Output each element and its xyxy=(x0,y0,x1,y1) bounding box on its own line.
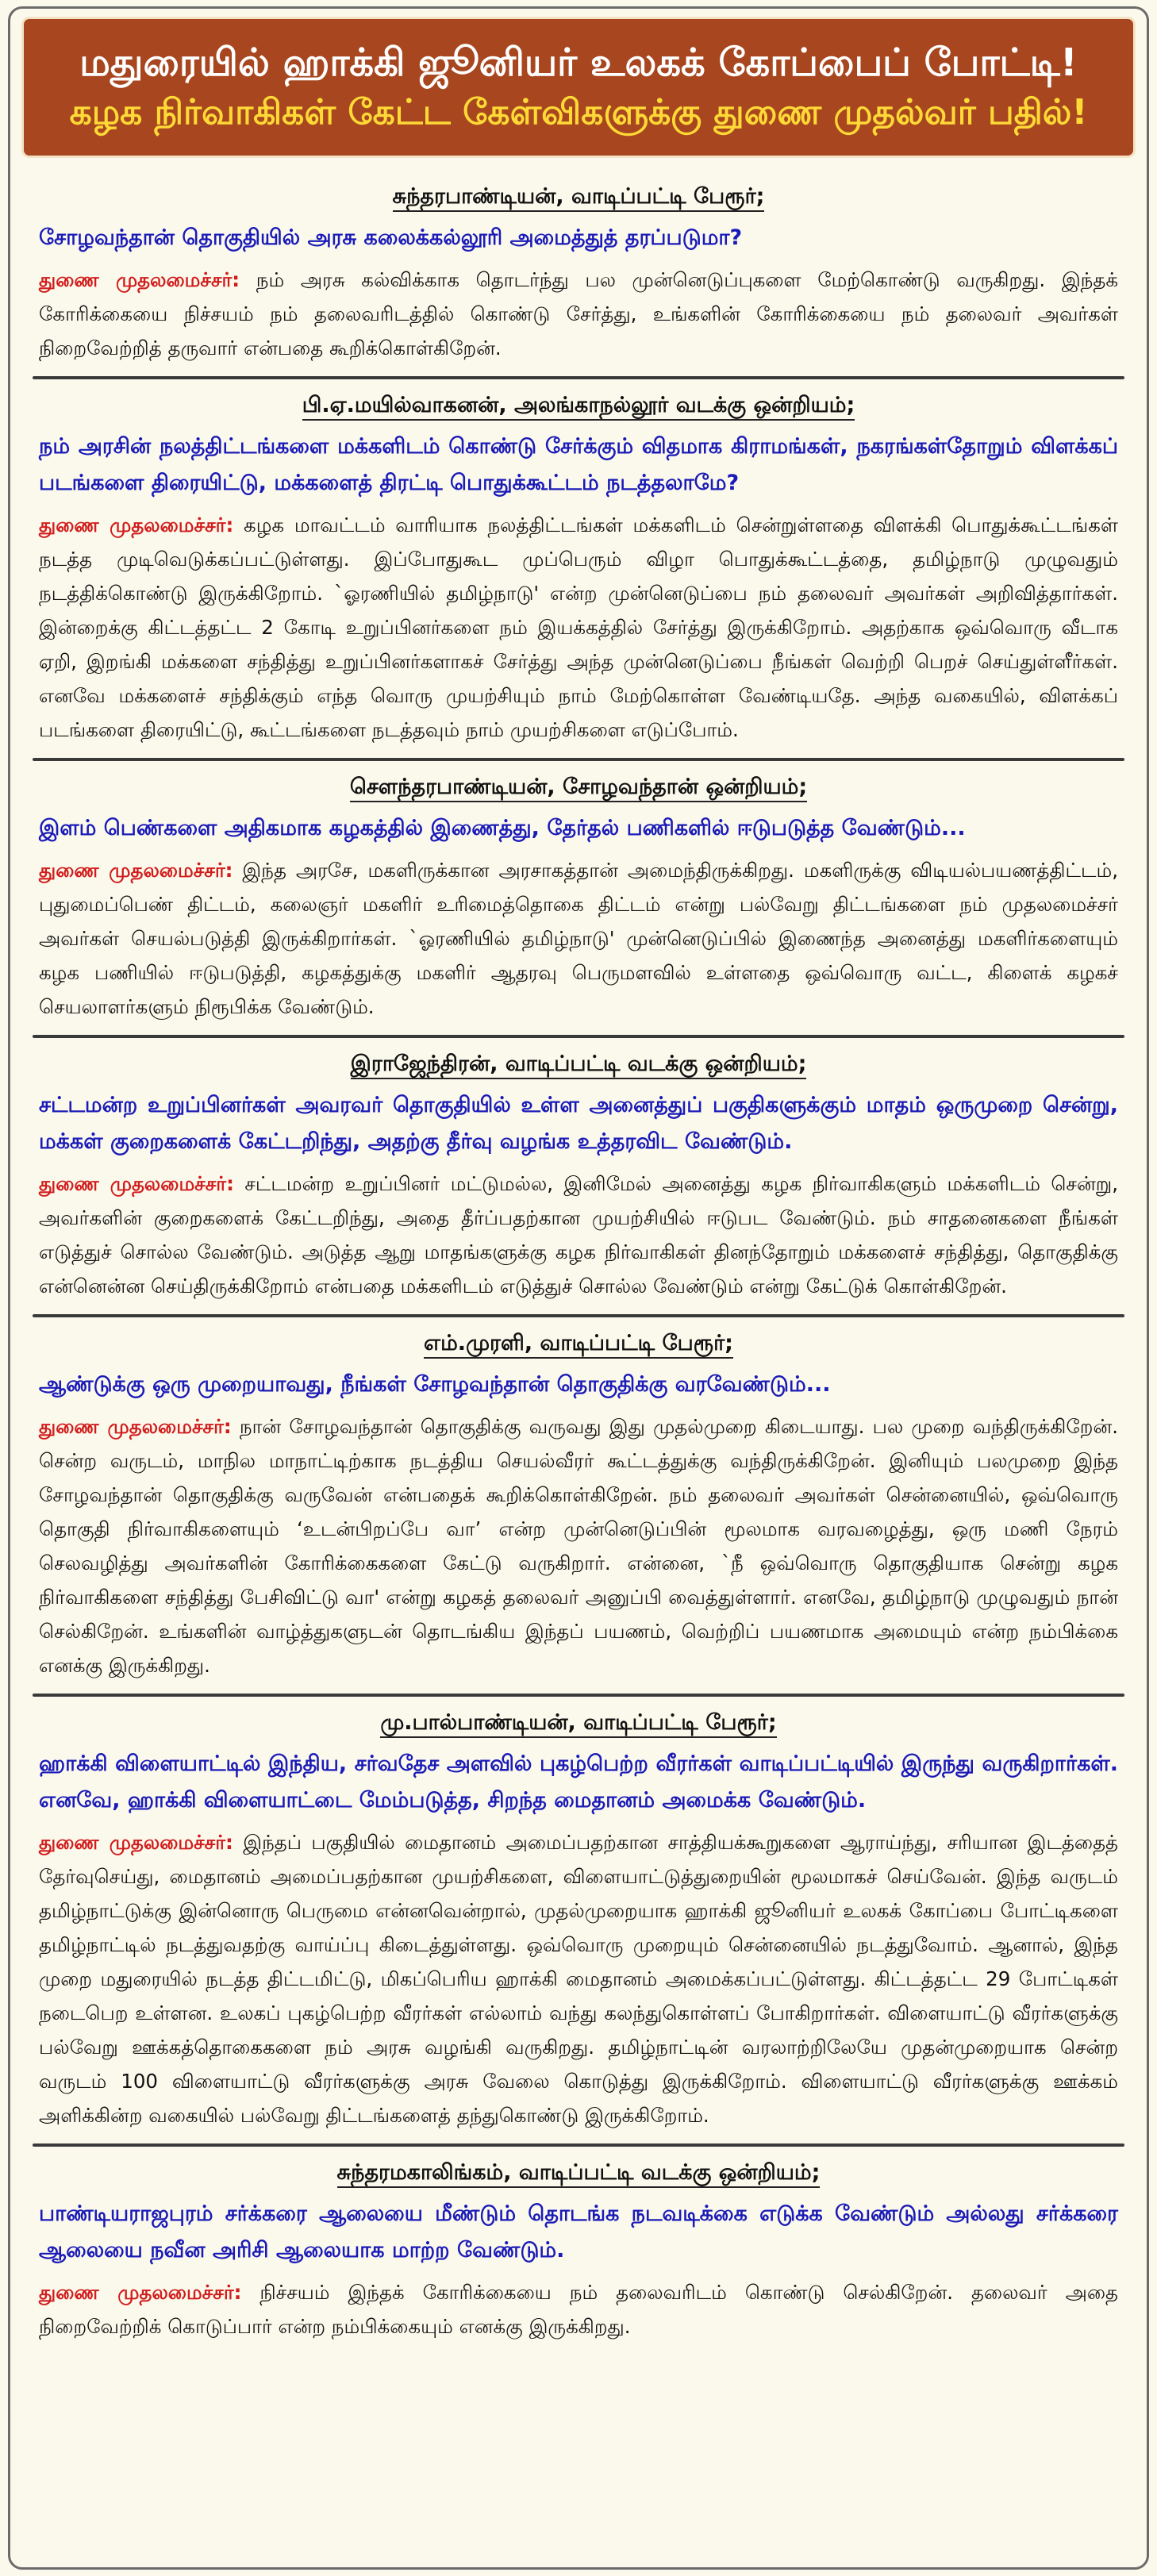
headline: மதுரையில் ஹாக்கி ஜூனியர் உலகக் கோப்பைப் போட்டி! xyxy=(79,40,1078,85)
qa-section-1 xyxy=(33,179,1124,368)
section-divider xyxy=(33,2143,1124,2147)
subheadline: கழக நிர்வாகிகள் கேட்ட கேள்விகளுக்கு துணை முதல்வர் பதில்! xyxy=(69,92,1088,133)
questioner-name: பி.ஏ.மயில்வாகனன், அலங்காநல்லூர் வடக்கு ஒன்றியம்; xyxy=(33,387,1124,424)
answer-text: துணை முதலமைச்சர்: நான் சோழவந்தான் தொகுதிக்கு வருவது இது முதல்முறை கிடையாது. பல முறை வந்திருக்கிறேன். சென்ற வருடம், மாநில மாநாட்டிற்காக நடத்திய செயல்வீரர் கூட்டத்துக்கு வந்திருக்கிறேன். இனியும் பலமுறை இந்த சோழவந்தான் தொகுதிக்கு வருவேன் என்பதைக் கூறிக்கொள்கிறேன். நம் தலைவர் அவர்கள் சென்னையில், ஒவ்வொரு தொகுதி நிர்வாகிகளையும் ‘உடன்பிறப்பே வா’ என்ற முன்னெடுப்பின் மூலமாக வரவழைத்து, ஒரு மணி நேரம் செலவழித்து அவர்களின் கோரிக்கைகளை கேட்டு வருகிறார். என்னை, `நீ ஒவ்வொரு தொகுதியாக சென்று கழக நிர்வாகிகளை சந்தித்து பேசிவிட்டு வா' என்று கழகத் தலைவர் அனுப்பி வைத்துள்ளார். எனவே, தமிழ்நாடு முழுவதும் நான் செல்கிறேன். உங்களின் வாழ்த்துகளுடன் தொடங்கிய இந்தப் பயணம், வெற்றிப் பயணமாக அமையும் என்ற நம்பிக்கை எனக்கு இருக்கிறது. xyxy=(39,1415,1118,1677)
answer-text: துணை முதலமைச்சர்: இந்தப் பகுதியில் மைதானம் அமைப்பதற்கான சாத்தியக்கூறுகளை ஆராய்ந்து, சரியான இடத்தைத் தேர்வுசெய்து, மைதானம் அமைப்பதற்கான முயற்சிகளை, விளையாட்டுத்துறையின் மூலமாகச் செய்வேன். இந்த வருடம் தமிழ்நாட்டுக்கு இன்னொரு பெருமை என்னவென்றால், முதல்முறையாக ஹாக்கி ஜூனியர் உலகக் கோப்பை போட்டிகளை தமிழ்நாட்டில் நடத்துவதற்கு வாய்ப்பு கிடைத்துள்ளது. ஒவ்வொரு முறையும் சென்னையில் நடத்துவோம். ஆனால், இந்த முறை மதுரையில் நடத்த திட்டமிட்டு, மிகப்பெரிய ஹாக்கி மைதானம் அமைக்கப்பட்டுள்ளது. கிட்டத்தட்ட 29 போட்டிகள் நடைபெற உள்ளன. உலகப் புகழ்பெற்ற வீரர்கள் எல்லாம் வந்து கலந்துகொள்ளப் போகிறார்கள். விளையாட்டு வீரர்களுக்கு பல்வேறு ஊக்கத்தொகைகளை நம் அரசு வழங்கி வருகிறது. தமிழ்நாட்டின் வரலாற்றிலேயே முதன்முறையாக சென்ற வருடம் 100 விளையாட்டு வீரர்களுக்கு அரசு வேலை கொடுத்து இருக்கிறோம். விளையாட்டு வீரர்களுக்கு ஊக்கம் அளிக்கின்ற வகையில் பல்வேறு திட்டங்களைத் தந்துகொண்டு இருக்கிறோம். xyxy=(39,1831,1119,2127)
answer-text: துணை முதலமைச்சர்: கழக மாவட்டம் வாரியாக நலத்திட்டங்கள் மக்களிடம் சென்றுள்ளதை விளக்கி பொதுக்கூட்டங்கள் நடத்த முடிவெடுக்கப்பட்டுள்ளது. இப்போதுகூட முப்பெரும் விழா பொதுக்கூட்டத்தை, தமிழ்நாடு முழுவதும் நடத்திக்கொண்டு இருக்கிறோம். `ஓரணியில் தமிழ்நாடு' என்ற முன்னெடுப்பை நம் தலைவர் அவர்கள் அறிவித்தார்கள். இன்றைக்கு கிட்டத்தட்ட 2 கோடி உறுப்பினர்களை நம் இயக்கத்தில் சேர்த்து இருக்கிறோம். அதற்காக ஒவ்வொரு வீடாக ஏறி, இறங்கி மக்களை சந்தித்து உறுப்பினர்களாகச் சேர்த்து அந்த முன்னெடுப்பை நீங்கள் வெற்றி பெறச் செய்துள்ளீர்கள். எனவே மக்களைச் சந்திக்கும் எந்த வொரு முயற்சியும் நாம் மேற்கொள்ள வேண்டியதே. அந்த வகையில், விளக்கப் படங்களை திரையிட்டு, கூட்டங்களை நடத்தவும் நாம் முயற்சிகளை எடுப்போம். xyxy=(39,513,1118,741)
questioner-name: சுந்தரமகாலிங்கம், வாடிப்பட்டி வடக்கு ஒன்றியம்; xyxy=(33,2155,1124,2191)
question-text: சோழவந்தான் தொகுதியில் அரசு கலைக்கல்லூரி அமைத்துத் தரப்படுமா? xyxy=(39,225,743,250)
deputy-cm-label: துணை முதலமைச்சர்: xyxy=(39,2281,242,2304)
questioner-name: சௌந்தரபாண்டியன், சோழவந்தான் ஒன்றியம்; xyxy=(33,769,1124,805)
article-frame xyxy=(8,6,1149,2570)
question-text: ஹாக்கி விளையாட்டில் இந்திய, சர்வதேச அளவில் புகழ்பெற்ற வீரர்கள் வாடிப்பட்டியில் இருந்து வருகிறார்கள். எனவே, ஹாக்கி விளையாட்டை மேம்படுத்த, சிறந்த மைதானம் அமைக்க வேண்டும். xyxy=(39,1751,1118,1813)
qa-content xyxy=(10,158,1147,2347)
qa-section-6 xyxy=(33,1705,1124,2136)
question-text: ஆண்டுக்கு ஒரு முறையாவது, நீங்கள் சோழவந்தான் தொகுதிக்கு வரவேண்டும்... xyxy=(39,1372,831,1397)
questioner-name: எம்.முரளி, வாடிப்பட்டி பேரூர்; xyxy=(33,1325,1124,1362)
deputy-cm-label: துணை முதலமைச்சர்: xyxy=(39,859,233,882)
deputy-cm-label: துணை முதலமைச்சர்: xyxy=(39,268,240,291)
questioner-name: சுந்தரபாண்டியன், வாடிப்பட்டி பேரூர்; xyxy=(33,179,1124,215)
question-text: நம் அரசின் நலத்திட்டங்களை மக்களிடம் கொண்டு சேர்க்கும் விதமாக கிராமங்கள், நகரங்கள்தோறும் விளக்கப் படங்களை திரையிட்டு, மக்களைத் திரட்டி பொதுக்கூட்டம் நடத்தலாமே? xyxy=(39,434,1118,495)
section-divider xyxy=(33,376,1124,379)
question-text: சட்டமன்ற உறுப்பினர்கள் அவரவர் தொகுதியில் உள்ள அனைத்துப் பகுதிகளுக்கும் மாதம் ஒருமுறை சென்று, மக்கள் குறைகளைக் கேட்டறிந்து, அதற்கு தீர்வு வழங்க உத்தரவிட வேண்டும். xyxy=(39,1093,1118,1154)
qa-section-3 xyxy=(33,769,1124,1027)
qa-section-7 xyxy=(33,2155,1124,2347)
deputy-cm-label: துணை முதலமைச்சர்: xyxy=(39,1831,233,1854)
answer-text: துணை முதலமைச்சர்: நிச்சயம் இந்தக் கோரிக்கையை நம் தலைவரிடம் கொண்டு செல்கிறேன். தலைவர் அதை நிறைவேற்றிக் கொடுப்பார் என்ற நம்பிக்கையும் எனக்கு இருக்கிறது. xyxy=(39,2281,1118,2338)
qa-section-5 xyxy=(33,1325,1124,1686)
answer-text: துணை முதலமைச்சர்: இந்த அரசே, மகளிருக்கான அரசாகத்தான் அமைந்திருக்கிறது. மகளிருக்கு விடியல்பயணத்திட்டம், புதுமைப்பெண் திட்டம், கலைஞர் மகளிர் உரிமைத்தொகை திட்டம் என்று பல்வேறு திட்டங்களை நம் முதலமைச்சர் அவர்கள் செயல்படுத்தி இருக்கிறார்கள். `ஓரணியில் தமிழ்நாடு' முன்னெடுப்பில் இணைந்த அனைத்து மகளிர்களையும் கழக பணியில் ஈடுபடுத்தி, கழகத்துக்கு மகளிர் ஆதரவு பெருமளவில் உள்ளதை ஒவ்வொரு வட்ட, கிளைக் கழகச் செயலாளர்களும் நிரூபிக்க வேண்டும். xyxy=(39,859,1118,1018)
question-text: இளம் பெண்களை அதிகமாக கழகத்தில் இணைத்து, தேர்தல் பணிகளில் ஈடுபடுத்த வேண்டும்... xyxy=(39,816,966,840)
deputy-cm-label: துணை முதலமைச்சர்: xyxy=(39,1415,232,1438)
deputy-cm-label: துணை முதலமைச்சர்: xyxy=(39,1172,234,1195)
qa-section-2 xyxy=(33,387,1124,750)
section-divider xyxy=(33,758,1124,761)
deputy-cm-label: துணை முதலமைச்சர்: xyxy=(39,513,234,536)
questioner-name: இராஜேந்திரன், வாடிப்பட்டி வடக்கு ஒன்றியம்; xyxy=(33,1046,1124,1082)
qa-section-4 xyxy=(33,1046,1124,1306)
questioner-name: மு.பால்பாண்டியன், வாடிப்பட்டி பேரூர்; xyxy=(33,1705,1124,1741)
answer-text: துணை முதலமைச்சர்: சட்டமன்ற உறுப்பினர் மட்டுமல்ல, இனிமேல் அனைத்து கழக நிர்வாகிகளும் மக்களிடம் சென்று, அவர்களின் குறைகளைக் கேட்டறிந்து, அதை தீர்ப்பதற்கான முயற்சியில் ஈடுபட வேண்டும். நம் சாதனைகளை நீங்கள் எடுத்துச் சொல்ல வேண்டும். அடுத்த ஆறு மாதங்களுக்கு கழக நிர்வாகிகள் தினந்தோறும் மக்களைச் சந்தித்து, தொகுதிக்கு என்னென்ன செய்திருக்கிறோம் என்பதை மக்களிடம் எடுத்துச் சொல்ல வேண்டும் என்று கேட்டுக் கொள்கிறேன். xyxy=(39,1172,1119,1298)
section-divider xyxy=(33,1314,1124,1317)
section-divider xyxy=(33,1694,1124,1697)
question-text: பாண்டியராஜபுரம் சர்க்கரை ஆலையை மீண்டும் தொடங்க நடவடிக்கை எடுக்க வேண்டும் அல்லது சர்க்கரை ஆலையை நவீன அரிசி ஆலையாக மாற்ற வேண்டும். xyxy=(39,2201,1118,2263)
header-banner xyxy=(21,17,1136,158)
answer-text: துணை முதலமைச்சர்: நம் அரசு கல்விக்காக தொடர்ந்து பல முன்னெடுப்புகளை மேற்கொண்டு வருகிறது. இந்தக் கோரிக்கையை நிச்சயம் நம் தலைவரிடத்தில் கொண்டு சேர்த்து, உங்களின் கோரிக்கையை நம் தலைவர் அவர்கள் நிறைவேற்றித் தருவார் என்பதை கூறிக்கொள்கிறேன். xyxy=(39,268,1119,359)
section-divider xyxy=(33,1035,1124,1038)
